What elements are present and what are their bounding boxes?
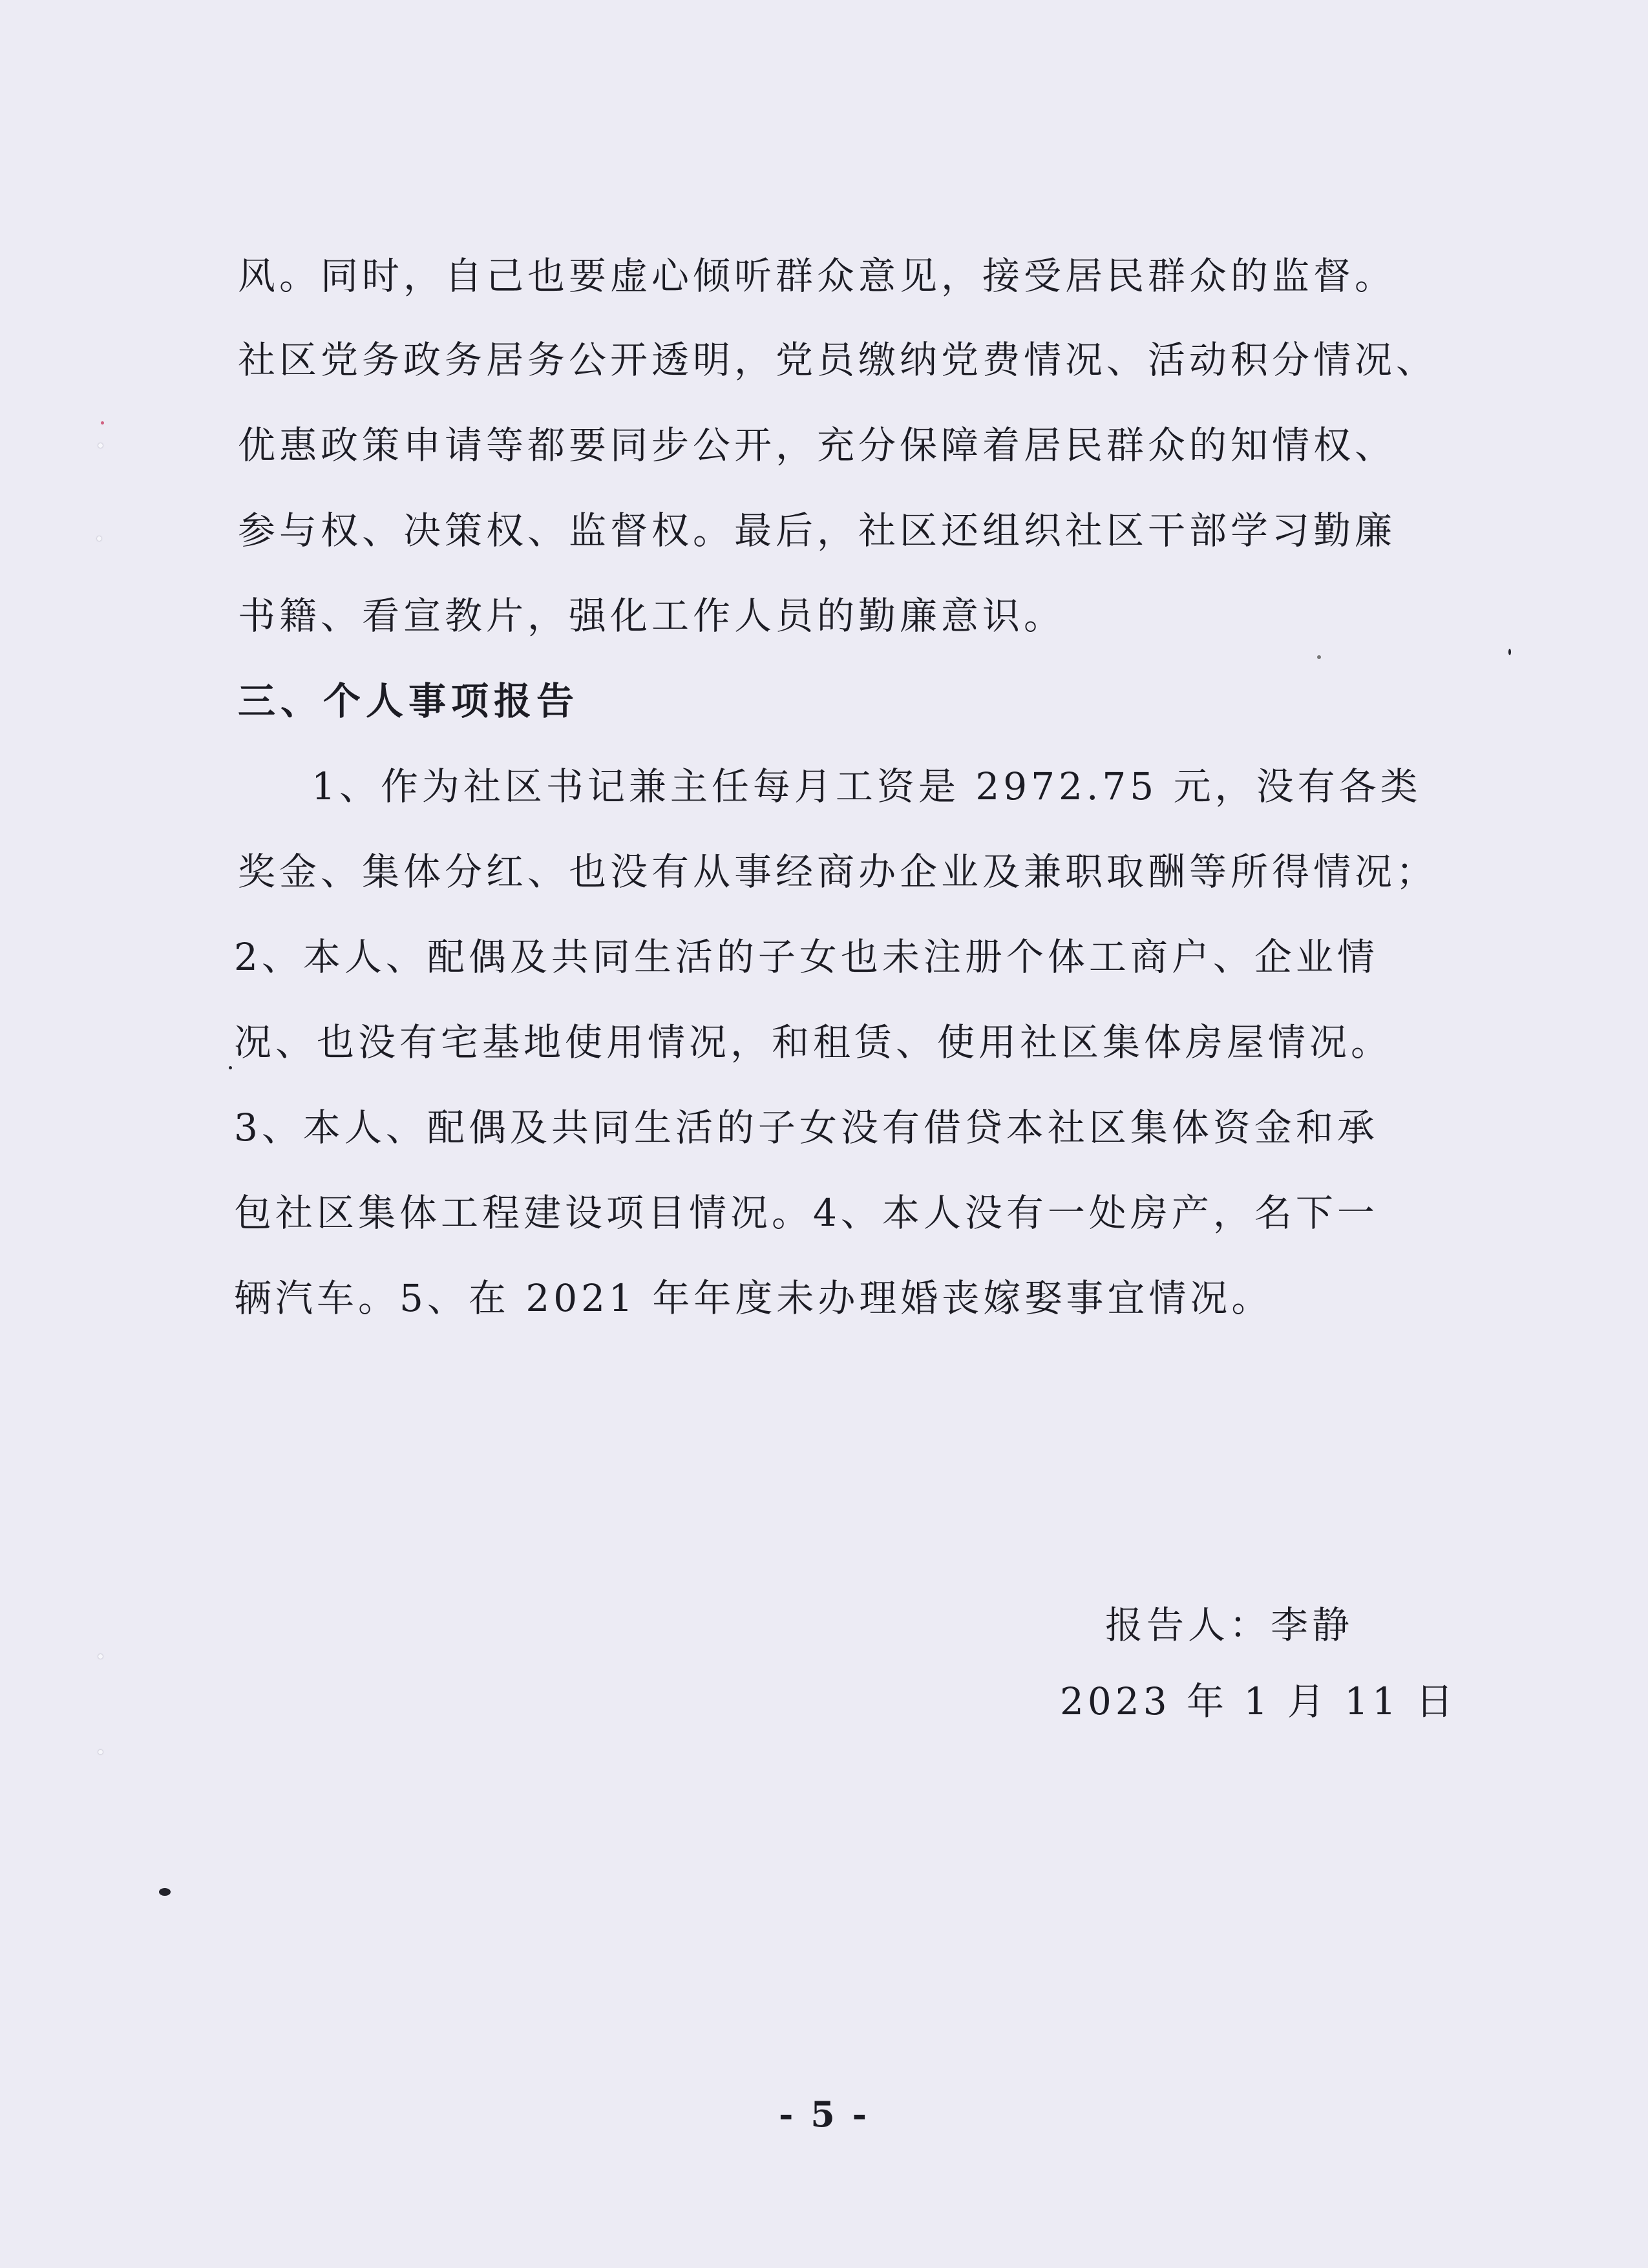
paragraph-line: 辆汽车。5、在 2021 年年度未办理婚丧嫁娶事宜情况。: [234, 1276, 1273, 1320]
ink-speck: [1317, 655, 1321, 659]
paragraph-line: 优惠政策申请等都要同步公开，充分保障着居民群众的知情权、: [238, 423, 1397, 467]
ink-speck: [229, 1066, 232, 1069]
reporter-signature: 报告人：李静: [1105, 1603, 1354, 1647]
paragraph-line: 3、本人、配偶及共同生活的子女没有借贷本社区集体资金和承: [234, 1106, 1379, 1150]
ink-speck: [159, 1888, 171, 1896]
paragraph-line: 包社区集体工程建设项目情况。4、本人没有一处房产，名下一: [234, 1191, 1379, 1235]
paragraph-line: 2、本人、配偶及共同生活的子女也未注册个体工商户、企业情: [234, 935, 1379, 979]
punch-mark: [98, 1750, 103, 1754]
ink-speck: [1508, 649, 1511, 655]
punch-mark: [98, 1654, 103, 1659]
paragraph-line: 奖金、集体分红、也没有从事经商办企业及兼职取酬等所得情况；: [238, 850, 1438, 894]
report-date: 2023 年 1 月 11 日: [1060, 1679, 1457, 1723]
paragraph-line: 风。同时，自己也要虚心倾听群众意见，接受居民群众的监督。: [238, 254, 1397, 298]
section-heading: 三、个人事项报告: [238, 679, 580, 723]
paragraph-line: 参与权、决策权、监督权。最后，社区还组织社区干部学习勤廉: [238, 509, 1397, 552]
punch-mark: [98, 443, 103, 448]
punch-mark: [97, 536, 101, 541]
page-number: - 5 -: [779, 2094, 869, 2135]
paragraph-line: 书籍、看宣教片，强化工作人员的勤廉意识。: [238, 594, 1066, 638]
paragraph-line: 1、作为社区书记兼主任每月工资是 2972.75 元，没有各类: [312, 764, 1422, 808]
paragraph-line: 社区党务政务居务公开透明，党员缴纳党费情况、活动积分情况、: [238, 338, 1438, 382]
ink-speck: [101, 421, 104, 425]
paragraph-line: 况、也没有宅基地使用情况，和租赁、使用社区集体房屋情况。: [234, 1020, 1393, 1064]
